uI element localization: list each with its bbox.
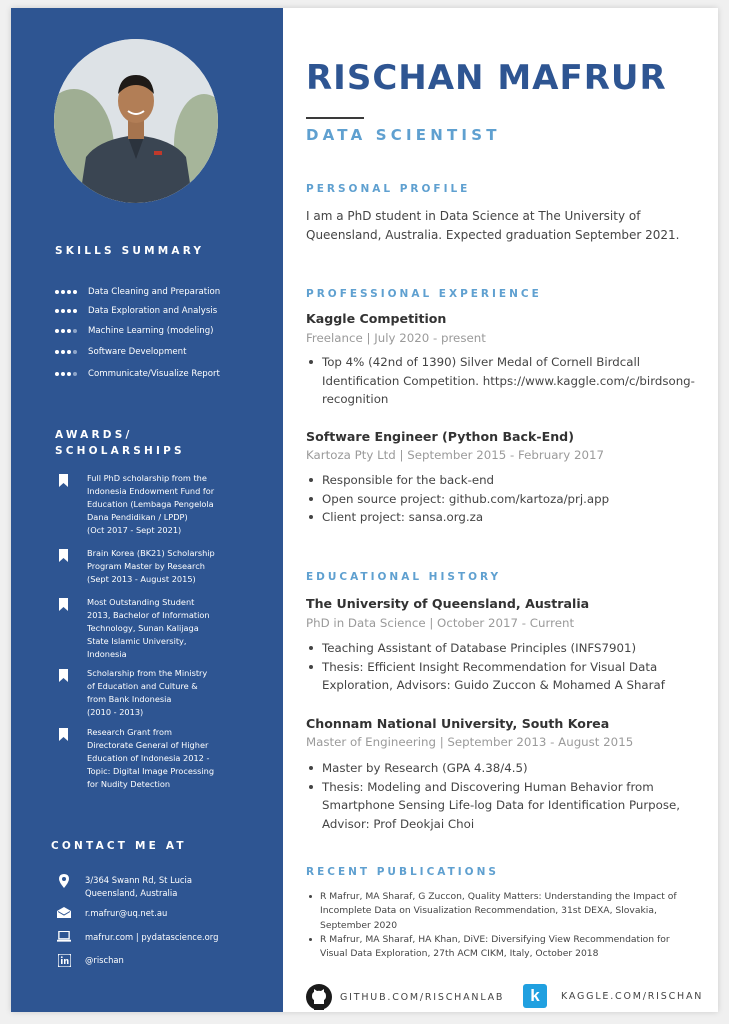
experience-bullets bbox=[306, 471, 706, 527]
list-item: R Mafrur, MA Sharaf, HA Khan, DiVE: Diversifying View Recommendation for Visual Data Exploration, 27th ACM CIKM, Italy, October 2018 bbox=[306, 933, 696, 962]
education-meta: PhD in Data Science | October 2017 - Current bbox=[306, 616, 575, 630]
skills-title: SKILLS SUMMARY bbox=[55, 245, 205, 257]
list-item: Master by Research (GPA 4.38/4.5) bbox=[306, 759, 706, 778]
award-line: Research Grant from bbox=[87, 727, 172, 737]
skill-item bbox=[55, 285, 220, 299]
experience-title: PROFESSIONAL EXPERIENCE bbox=[306, 288, 542, 300]
github-icon bbox=[306, 984, 332, 1010]
award-item bbox=[59, 667, 239, 719]
bookmark-icon bbox=[59, 547, 69, 586]
award-item bbox=[59, 596, 239, 661]
skill-item bbox=[55, 324, 214, 338]
skill-item bbox=[55, 367, 220, 381]
list-item: Top 4% (42nd of 1390) Silver Medal of Cornell Birdcall Identification Competition. https://www.kaggle.com/c/birdsong-recognition bbox=[306, 353, 706, 409]
skill-dot bbox=[55, 350, 59, 354]
experience-heading: Software Engineer (Python Back-End) bbox=[306, 429, 574, 444]
person-name: RISCHAN MAFRUR bbox=[306, 58, 667, 98]
skill-label: Data Exploration and Analysis bbox=[88, 306, 218, 316]
contact-line: 3/364 Swann Rd, St Lucia bbox=[85, 875, 192, 885]
skill-dot bbox=[55, 290, 59, 294]
contact-text bbox=[85, 907, 167, 920]
skill-dot bbox=[73, 290, 77, 294]
award-line: Brain Korea (BK21) Scholarship bbox=[87, 548, 215, 558]
award-line: from Bank Indonesia bbox=[87, 694, 172, 704]
skill-level-dots bbox=[55, 329, 85, 333]
skill-dot bbox=[67, 290, 71, 294]
profile-text: I am a PhD student in Data Science at The University of Queensland, Australia. Expected graduation September 2021. bbox=[306, 209, 680, 242]
contact-text bbox=[85, 931, 218, 944]
education-heading: Chonnam National University, South Korea bbox=[306, 716, 610, 731]
skill-level-dots bbox=[55, 290, 85, 294]
contact-item[interactable] bbox=[57, 954, 124, 967]
skill-dot bbox=[55, 372, 59, 376]
skill-label: Data Cleaning and Preparation bbox=[88, 287, 221, 297]
bookmark-icon bbox=[59, 667, 69, 719]
resume-page bbox=[11, 8, 718, 1012]
skill-dot bbox=[61, 329, 65, 333]
skill-dot bbox=[61, 309, 65, 313]
laptop-icon bbox=[57, 931, 71, 942]
contact-item[interactable] bbox=[57, 907, 167, 920]
award-line: Scholarship from the Ministry bbox=[87, 668, 208, 678]
avatar bbox=[54, 39, 218, 203]
skill-dot bbox=[67, 372, 71, 376]
contact-text bbox=[85, 954, 124, 967]
person-role: DATA SCIENTIST bbox=[306, 126, 501, 144]
award-item bbox=[59, 726, 239, 791]
skill-dot bbox=[55, 329, 59, 333]
award-line: Indonesia Endowment Fund for bbox=[87, 486, 215, 496]
awards-title-line-2: SCHOLARSHIPS bbox=[55, 445, 185, 457]
award-item bbox=[59, 472, 239, 537]
bookmark-icon bbox=[59, 472, 69, 537]
award-line: Topic: Digital Image Processing bbox=[87, 766, 215, 776]
skill-label: Software Development bbox=[88, 347, 187, 357]
list-item: Client project: sansa.org.za bbox=[306, 508, 706, 527]
award-line: (Sept 2013 - August 2015) bbox=[87, 574, 196, 584]
award-line: Dana Pendidikan / LPDP) bbox=[87, 512, 188, 522]
skill-level-dots bbox=[55, 372, 85, 376]
skill-dot bbox=[55, 309, 59, 313]
contact-line: r.mafrur@uq.net.au bbox=[85, 908, 168, 918]
list-item: R Mafrur, MA Sharaf, G Zuccon, Quality Matters: Understanding the Impact of Incomplete Data on Visualization Recommendation, 31st DEXA, Slovakia, September 2020 bbox=[306, 890, 696, 933]
award-item bbox=[59, 547, 239, 586]
award-line: Technology, Sunan Kalijaga bbox=[87, 623, 199, 633]
award-line: of Education and Culture & bbox=[87, 681, 198, 691]
title-divider bbox=[306, 117, 364, 119]
list-item: Responsible for the back-end bbox=[306, 471, 706, 490]
skill-dot bbox=[73, 309, 77, 313]
skill-label: Communicate/Visualize Report bbox=[88, 369, 220, 379]
award-text bbox=[87, 472, 214, 537]
skill-dot bbox=[73, 329, 77, 333]
skill-item bbox=[55, 345, 186, 359]
contact-line: @rischan bbox=[85, 955, 124, 965]
award-line: Program Master by Research bbox=[87, 561, 205, 571]
skill-label: Machine Learning (modeling) bbox=[88, 326, 214, 336]
list-item: Teaching Assistant of Database Principles (INFS7901) bbox=[306, 639, 706, 658]
award-line: (2010 - 2013) bbox=[87, 707, 144, 717]
skill-dot bbox=[73, 372, 77, 376]
skill-dot bbox=[61, 372, 65, 376]
github-label: GITHUB.COM/RISCHANLAB bbox=[340, 991, 505, 1003]
list-item: Open source project: github.com/kartoza/prj.app bbox=[306, 490, 706, 509]
contact-line: Queensland, Australia bbox=[85, 888, 178, 898]
award-line: Most Outstanding Student bbox=[87, 597, 195, 607]
award-text bbox=[87, 596, 210, 661]
education-heading: The University of Queensland, Australia bbox=[306, 596, 590, 611]
skill-dot bbox=[61, 290, 65, 294]
list-item: Thesis: Modeling and Discovering Human Behavior from Smartphone Sensing Life-log Data for Identification Purpose, Advisor: Prof Deokjai Choi bbox=[306, 778, 706, 834]
awards-title bbox=[55, 427, 185, 459]
kaggle-link[interactable] bbox=[523, 984, 703, 1008]
publications-list bbox=[306, 890, 696, 961]
kaggle-icon: k bbox=[523, 984, 547, 1008]
experience-meta: Freelance | July 2020 - present bbox=[306, 331, 486, 345]
education-title: EDUCATIONAL HISTORY bbox=[306, 571, 502, 583]
skill-dot bbox=[67, 329, 71, 333]
skill-dot bbox=[73, 350, 77, 354]
bookmark-icon bbox=[59, 596, 69, 661]
contact-item[interactable] bbox=[57, 874, 192, 900]
skill-dot bbox=[67, 350, 71, 354]
awards-title-line-1: AWARDS/ bbox=[55, 429, 133, 441]
award-line: 2013, Bachelor of Information bbox=[87, 610, 210, 620]
profile-title: PERSONAL PROFILE bbox=[306, 183, 471, 195]
award-line: Full PhD scholarship from the bbox=[87, 473, 207, 483]
award-text bbox=[87, 547, 215, 586]
contact-text bbox=[85, 874, 192, 900]
list-item: Thesis: Efficient Insight Recommendation for Visual Data Exploration, Advisors: Guido Zuccon & Mohamed A Sharaf bbox=[306, 658, 706, 695]
skill-dot bbox=[61, 350, 65, 354]
education-bullets bbox=[306, 759, 706, 833]
skill-item bbox=[55, 304, 217, 318]
kaggle-label: KAGGLE.COM/RISCHAN bbox=[561, 990, 704, 1002]
education-bullets bbox=[306, 639, 706, 695]
award-line: Education of Indonesia 2012 - bbox=[87, 753, 210, 763]
envelope-icon bbox=[57, 907, 71, 918]
education-meta: Master of Engineering | September 2013 - August 2015 bbox=[306, 735, 634, 749]
publications-title: RECENT PUBLICATIONS bbox=[306, 866, 499, 878]
experience-bullets bbox=[306, 353, 706, 409]
award-line: (Oct 2017 - Sept 2021) bbox=[87, 525, 182, 535]
award-text bbox=[87, 667, 207, 719]
award-line: Indonesia bbox=[87, 649, 127, 659]
award-line: for Nudity Detection bbox=[87, 779, 171, 789]
experience-heading: Kaggle Competition bbox=[306, 311, 447, 326]
experience-meta: Kartoza Pty Ltd | September 2015 - February 2017 bbox=[306, 448, 605, 462]
skill-level-dots bbox=[55, 309, 85, 313]
sidebar bbox=[11, 8, 283, 1012]
award-line: Education (Lembaga Pengelola bbox=[87, 499, 214, 509]
github-link[interactable] bbox=[306, 984, 504, 1010]
bookmark-icon bbox=[59, 726, 69, 791]
contact-item[interactable] bbox=[57, 931, 218, 944]
location-pin-icon bbox=[57, 874, 71, 888]
skill-dot bbox=[67, 309, 71, 313]
skill-level-dots bbox=[55, 350, 85, 354]
award-line: State Islamic University, bbox=[87, 636, 187, 646]
main-content bbox=[283, 8, 718, 1012]
award-text bbox=[87, 726, 214, 791]
contact-line: mafrur.com | pydatascience.org bbox=[85, 932, 219, 942]
linkedin-icon bbox=[57, 954, 71, 967]
award-line: Directorate General of Higher bbox=[87, 740, 209, 750]
contact-title: CONTACT ME AT bbox=[51, 840, 187, 852]
